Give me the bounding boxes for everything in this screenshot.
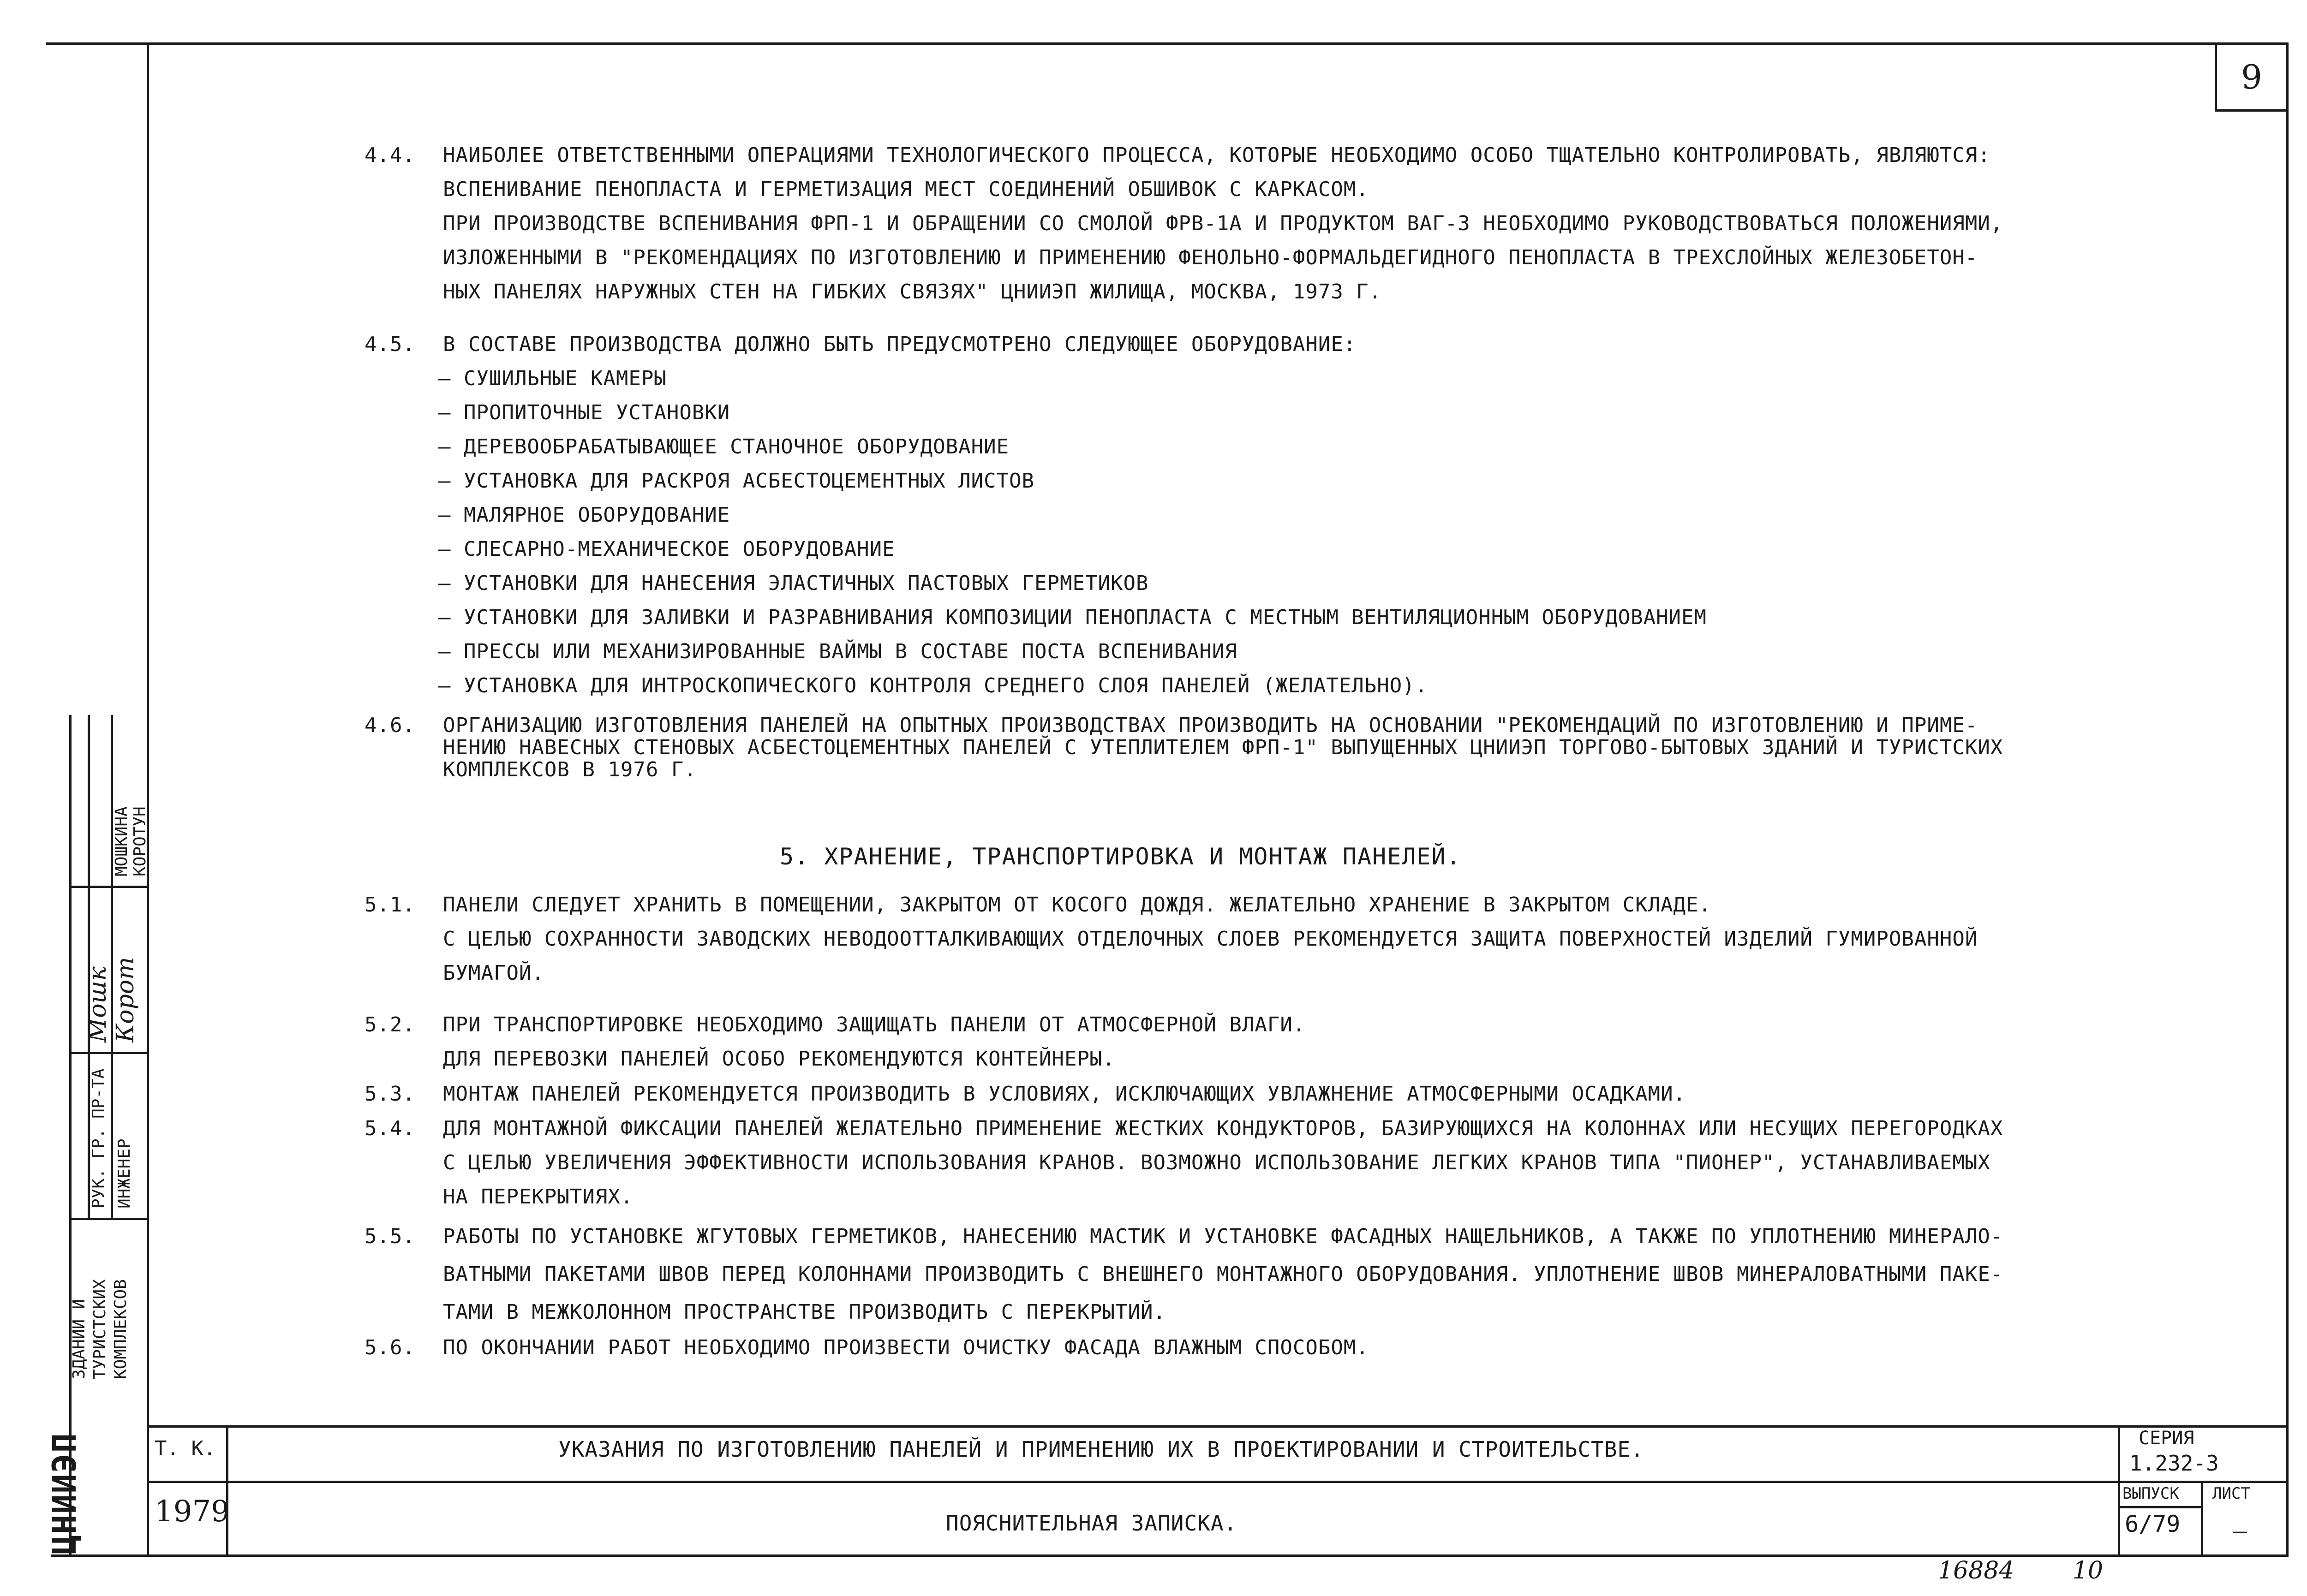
footer-handwritten-number: 16884 10: [1938, 1557, 2104, 1584]
list-item: – СУШИЛЬНЫЕ КАМЕРЫ: [438, 367, 667, 390]
paragraph-line: МОНТАЖ ПАНЕЛЕЙ РЕКОМЕНДУЕТСЯ ПРОИЗВОДИТЬ В УСЛОВИЯХ, ИСКЛЮЧАЮЩИХ УВЛАЖНЕНИЕ АТМОСФЕРНЫМИ ОСАДКАМИ.: [443, 1082, 1686, 1106]
paragraph-line: ДЛЯ ПЕРЕВОЗКИ ПАНЕЛЕЙ ОСОБО РЕКОМЕНДУЮТСЯ КОНТЕЙНЕРЫ.: [443, 1047, 1115, 1071]
section-4-6: [365, 713, 2201, 796]
paragraph-line: В СОСТАВЕ ПРОИЗВОДСТВА ДОЛЖНО БЫТЬ ПРЕДУСМОТРЕНО СЛЕДУЮЩЕЕ ОБОРУДОВАНИЕ:: [443, 333, 1357, 356]
paragraph-line: С ЦЕЛЬЮ УВЕЛИЧЕНИЯ ЭФФЕКТИВНОСТИ ИСПОЛЬЗОВАНИЯ КРАНОВ. ВОЗМОЖНО ИСПОЛЬЗОВАНИЕ ЛЕГКИХ КРАНОВ ТИПА "ПИОНЕР", УСТАНАВЛИВАЕМЫХ: [443, 1151, 1990, 1174]
section-number: 5.4.: [365, 1117, 415, 1140]
issue-value: 6/79: [2125, 1511, 2181, 1537]
paragraph-line: НЕНИЮ НАВЕСНЫХ СТЕНОВЫХ АСБЕСТОЦЕМЕНТНЫХ ПАНЕЛЕЙ С УТЕПЛИТЕЛЕМ ФРП-1" ВЫПУЩЕННЫХ ЦНИИЭП ТОРГОВО-БЫТОВЫХ ЗДАНИЙ И ТУРИСТСКИХ: [443, 736, 2003, 759]
section-number: 5.5.: [365, 1225, 415, 1248]
paragraph-line: ОРГАНИЗАЦИЮ ИЗГОТОВЛЕНИЯ ПАНЕЛЕЙ НА ОПЫТНЫХ ПРОИЗВОДСТВАХ ПРОИЗВОДИТЬ НА ОСНОВАНИИ "РЕКОМЕНДАЦИЙ ПО ИЗГОТОВЛЕНИЮ И ПРИМЕ-: [443, 714, 1978, 737]
logo: ЦНИИЭП: [46, 1432, 84, 1554]
sheet-value: –: [2233, 1518, 2247, 1544]
paragraph-line: ПРИ ТРАНСПОРТИРОВКЕ НЕОБХОДИМО ЗАЩИЩАТЬ ПАНЕЛИ ОТ АТМОСФЕРНОЙ ВЛАГИ.: [443, 1013, 1306, 1036]
list-item: – ДЕРЕВООБРАБАТЫВАЮЩЕЕ СТАНОЧНОЕ ОБОРУДОВАНИЕ: [438, 435, 1010, 459]
side-stamp-row-line-3: [69, 1218, 148, 1220]
paragraph-line: НА ПЕРЕКРЫТИЯХ.: [443, 1185, 634, 1209]
list-item: – УСТАНОВКА ДЛЯ ИНТРОСКОПИЧЕСКОГО КОНТРОЛЯ СРЕДНЕГО СЛОЯ ПАНЕЛЕЙ (ЖЕЛАТЕЛЬНО).: [438, 674, 1428, 697]
side-stamp-row-line-2: [69, 1052, 148, 1054]
side-role-2: ИНЖЕНЕР: [115, 1138, 134, 1209]
section-number: 5.3.: [365, 1082, 415, 1106]
side-name-2: КОРОТУН: [131, 806, 149, 876]
paragraph-line: С ЦЕЛЬЮ СОХРАННОСТИ ЗАВОДСКИХ НЕВОДООТТАЛКИВАЮЩИХ ОТДЕЛОЧНЫХ СЛОЕВ РЕКОМЕНДУЕТСЯ ЗАЩИТА ПОВЕРХНОСТЕЙ ИЗДЕЛИЙ ГУМИРОВАННОЙ: [443, 927, 1978, 951]
title-block-divider-3: [2201, 1481, 2203, 1557]
title-block-divider-2: [2118, 1425, 2120, 1557]
paragraph-line: ВСПЕНИВАНИЕ ПЕНОПЛАСТА И ГЕРМЕТИЗАЦИЯ МЕСТ СОЕДИНЕНИЙ ОБШИВОК С КАРКАСОМ.: [443, 178, 1369, 201]
section-5-4: [365, 1112, 2201, 1218]
title-code: Т. К.: [155, 1437, 216, 1460]
section-5-2: [365, 1008, 2201, 1077]
org-line-3: КОМПЛЕКСОВ: [111, 1279, 130, 1379]
signature-1: Мошк: [84, 966, 112, 1042]
section-number: 5.2.: [365, 1013, 415, 1036]
section-number: 4.4.: [365, 143, 415, 167]
section-4-5: [365, 328, 2201, 710]
paragraph-line: ПАНЕЛИ СЛЕДУЕТ ХРАНИТЬ В ПОМЕЩЕНИИ, ЗАКРЫТОМ ОТ КОСОГО ДОЖДЯ. ЖЕЛАТЕЛЬНО ХРАНЕНИЕ В ЗАКРЫТОМ СКЛАДЕ.: [443, 893, 1712, 917]
series-value: 1.232-3: [2129, 1451, 2219, 1476]
paragraph-line: БУМАГОЙ.: [443, 961, 544, 985]
main-title: УКАЗАНИЯ ПО ИЗГОТОВЛЕНИЮ ПАНЕЛЕЙ И ПРИМЕНЕНИЮ ИХ В ПРОЕКТИРОВАНИИ И СТРОИТЕЛЬСТВЕ.: [558, 1437, 1644, 1462]
list-item: – МАЛЯРНОЕ ОБОРУДОВАНИЕ: [438, 503, 730, 527]
title-block-top-line: [147, 1425, 2289, 1428]
paragraph-line: ИЗЛОЖЕННЫМИ В "РЕКОМЕНДАЦИЯХ ПО ИЗГОТОВЛЕНИЮ И ПРИМЕНЕНИЮ ФЕНОЛЬНО-ФОРМАЛЬДЕГИДНОГО ПЕНОПЛАСТА В ТРЕХСЛОЙНЫХ ЖЕЛЕЗОБЕТОН-: [443, 246, 1978, 269]
title-block-divider-1: [226, 1425, 228, 1557]
org-line-1: ЗДАНИЙ И: [70, 1299, 89, 1379]
list-item: – УСТАНОВКИ ДЛЯ ЗАЛИВКИ И РАЗРАВНИВАНИЯ КОМПОЗИЦИИ ПЕНОПЛАСТА С МЕСТНЫМ ВЕНТИЛЯЦИОННЫМ ОБОРУДОВАНИЕМ: [438, 606, 1707, 629]
paragraph-line: ДЛЯ МОНТАЖНОЙ ФИКСАЦИИ ПАНЕЛЕЙ ЖЕЛАТЕЛЬНО ПРИМЕНЕНИЕ ЖЕСТКИХ КОНДУКТОРОВ, БАЗИРУЮЩИХСЯ НА КОЛОННАХ ИЛИ НЕСУЩИХ ПЕРЕГОРОДКАХ: [443, 1117, 2003, 1140]
list-item: – ПРЕССЫ ИЛИ МЕХАНИЗИРОВАННЫЕ ВАЙМЫ В СОСТАВЕ ПОСТА ВСПЕНИВАНИЯ: [438, 640, 1237, 663]
page-number: 9: [2241, 58, 2262, 96]
paragraph-line: ПО ОКОНЧАНИИ РАБОТ НЕОБХОДИМО ПРОИЗВЕСТИ ОЧИСТКУ ФАСАДА ВЛАЖНЫМ СПОСОБОМ.: [443, 1336, 1369, 1359]
paragraph-line: КОМПЛЕКСОВ В 1976 Г.: [443, 758, 697, 781]
list-item: – УСТАНОВКИ ДЛЯ НАНЕСЕНИЯ ЭЛАСТИЧНЫХ ПАСТОВЫХ ГЕРМЕТИКОВ: [438, 572, 1149, 595]
section-number: 4.5.: [365, 333, 415, 356]
signature-2: Корот: [112, 957, 139, 1042]
side-role-1: РУК. ГР. ПР-ТА: [89, 1068, 108, 1209]
sheet-label: ЛИСТ: [2212, 1484, 2250, 1503]
section-5-6: [365, 1331, 2201, 1365]
title-block-mid-line: [147, 1481, 2289, 1483]
side-name-1: МОШКИНА: [112, 806, 131, 876]
issue-label: ВЫПУСК: [2122, 1484, 2179, 1503]
paragraph-line: НАИБОЛЕЕ ОТВЕТСТВЕННЫМИ ОПЕРАЦИЯМИ ТЕХНОЛОГИЧЕСКОГО ПРОЦЕССА, КОТОРЫЕ НЕОБХОДИМО ОСОБО ТЩАТЕЛЬНО КОНТРОЛИРОВАТЬ, ЯВЛЯЮТСЯ:: [443, 143, 1990, 167]
subtitle: ПОЯСНИТЕЛЬНАЯ ЗАПИСКА.: [946, 1511, 1237, 1536]
paragraph-line: НЫХ ПАНЕЛЯХ НАРУЖНЫХ СТЕН НА ГИБКИХ СВЯЗЯХ" ЦНИИЭП ЖИЛИЩА, МОСКВА, 1973 Г.: [443, 280, 1382, 304]
section-number: 4.6.: [365, 714, 415, 737]
frame-left-line: [147, 42, 149, 1555]
section-5-5: [365, 1218, 2201, 1333]
list-item: – СЛЕСАРНО-МЕХАНИЧЕСКОЕ ОБОРУДОВАНИЕ: [438, 537, 895, 561]
section-5-1: [365, 888, 2201, 994]
frame-right-line: [2286, 42, 2289, 1555]
side-stamp-divider-1: [69, 715, 72, 1554]
section-number: 5.1.: [365, 893, 415, 917]
org-line-2: ТУРИСТСКИХ: [90, 1279, 109, 1379]
paragraph-line: ВАТНЫМИ ПАКЕТАМИ ШВОВ ПЕРЕД КОЛОННАМИ ПРОИЗВОДИТЬ С ВНЕШНЕГО МОНТАЖНОГО ОБОРУДОВАНИЯ. УПЛОТНЕНИЕ ШВОВ МИНЕРАЛОВАТНЫМИ ПАКЕ-: [443, 1263, 2003, 1286]
series-label: СЕРИЯ: [2139, 1428, 2194, 1449]
list-item: – УСТАНОВКА ДЛЯ РАСКРОЯ АСБЕСТОЦЕМЕНТНЫХ ЛИСТОВ: [438, 469, 1035, 493]
frame-top-line: [46, 42, 2289, 45]
paragraph-line: РАБОТЫ ПО УСТАНОВКЕ ЖГУТОВЫХ ГЕРМЕТИКОВ, НАНЕСЕНИЮ МАСТИК И УСТАНОВКЕ ФАСАДНЫХ НАЩЕЛЬНИКОВ, А ТАКЖЕ ПО УПЛОТНЕНИЮ МИНЕРАЛО-: [443, 1225, 2003, 1248]
paragraph-line: ТАМИ В МЕЖКОЛОННОМ ПРОСТРАНСТВЕ ПРОИЗВОДИТЬ С ПЕРЕКРЫТИЙ.: [443, 1300, 1166, 1324]
section-5-3: [365, 1077, 2201, 1111]
issue-separator-line: [2118, 1506, 2201, 1508]
list-item: – ПРОПИТОЧНЫЕ УСТАНОВКИ: [438, 401, 730, 424]
title-year: 1979: [155, 1495, 230, 1529]
section-5-title: 5. ХРАНЕНИЕ, ТРАНСПОРТИРОВКА И МОНТАЖ ПАНЕЛЕЙ.: [780, 843, 1461, 870]
section-4-4: [365, 138, 2201, 314]
section-number: 5.6.: [365, 1336, 415, 1359]
paragraph-line: ПРИ ПРОИЗВОДСТВЕ ВСПЕНИВАНИЯ ФРП-1 И ОБРАЩЕНИИ СО СМОЛОЙ ФРВ-1А И ПРОДУКТОМ ВАГ-3 НЕОБХОДИМО РУКОВОДСТВОВАТЬСЯ ПОЛОЖЕНИЯМИ,: [443, 212, 2003, 235]
side-stamp-row-line-1: [69, 886, 148, 888]
